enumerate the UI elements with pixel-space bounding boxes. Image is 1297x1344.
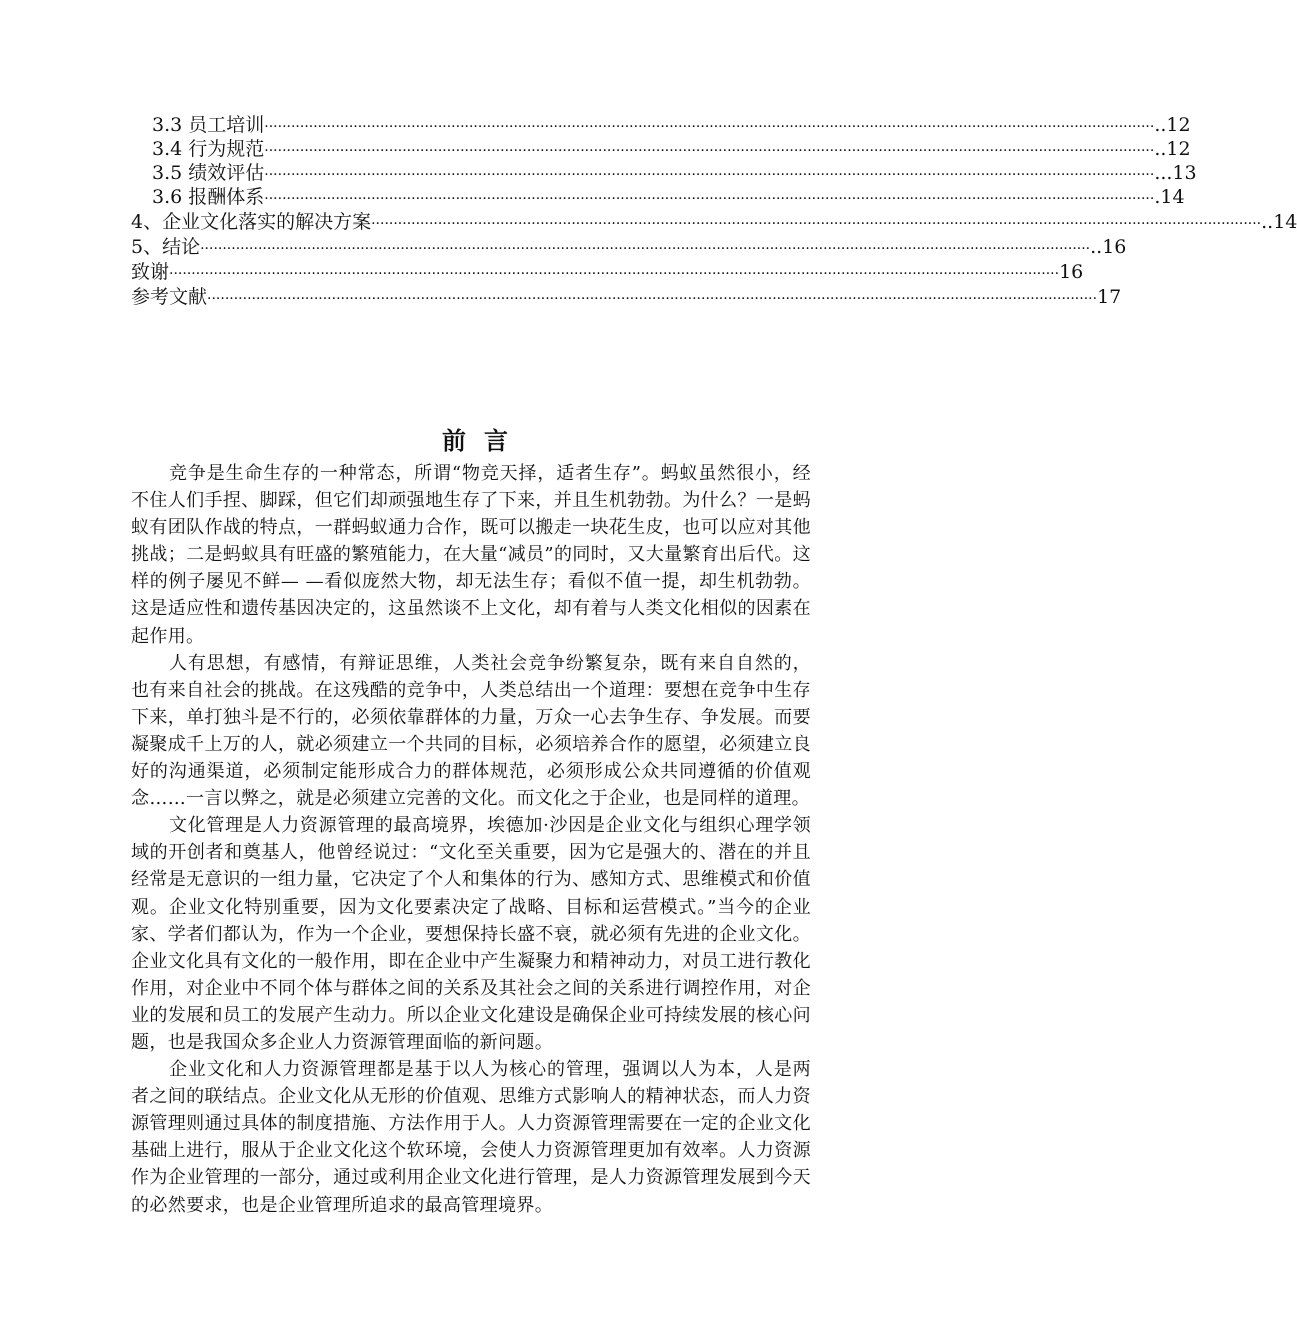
toc-entry[interactable] [131, 234, 1127, 260]
toc-leader-dots: ········································································································································································································ [264, 119, 1155, 135]
toc-entry-label: 3.4 行为规范 [152, 138, 265, 160]
toc-entry-page: ...13 [1154, 162, 1197, 184]
toc-entry[interactable] [131, 284, 1122, 310]
toc-entry-label: 5、结论 [131, 236, 201, 258]
toc-entry[interactable] [131, 209, 1297, 235]
toc-leader-dots: ········································································································································································································ [169, 266, 1060, 282]
toc-leader-dots: ········································································································································································································ [371, 216, 1262, 232]
toc-entry-label: 致谢 [131, 261, 170, 283]
toc-entry-label: 3.3 员工培训 [152, 114, 265, 136]
toc-entry-page: ..12 [1154, 138, 1191, 160]
preface-paragraph: 人有思想，有感情，有辩证思维，人类社会竞争纷繁复杂，既有来自自然的，也有来自社会的挑战。在这残酷的竞争中，人类总结出一个道理：要想在竞争中生存下来，单打独斗是不行的，必须依靠群体的力量，万众一心去争生存、争发展。而要凝聚成千上万的人，就必须建立一个共同的目标，必须培养合作的愿望，必须建立良好的沟通渠道，必须制定能形成合力的群体规范，必须形成公众共同遵循的价值观念……一言以弊之，就是必须建立完善的文化。而文化之于企业，也是同样的道理。 [131, 652, 811, 810]
toc-leader-dots: ········································································································································································································ [264, 191, 1155, 207]
toc-leader-dots: ········································································································································································································ [200, 241, 1091, 257]
toc-entry-page: 17 [1097, 286, 1122, 308]
toc-leader-dots: ········································································································································································································ [264, 143, 1155, 159]
preface-title: 前言 [442, 426, 526, 455]
toc-entry[interactable] [152, 184, 1185, 210]
toc-entry-page: ..12 [1154, 114, 1191, 136]
toc-entry-page: .14 [1154, 186, 1185, 208]
toc-leader-dots: ········································································································································································································ [264, 167, 1155, 183]
preface-paragraph: 企业文化和人力资源管理都是基于以人为核心的管理，强调以人为本，人是两者之间的联结点。企业文化从无形的价值观、思维方式影响人的精神状态，而人力资源管理则通过具体的制度措施、方法作用于人。人力资源管理需要在一定的企业文化基础上进行，服从于企业文化这个软环境，会使人力资源管理更加有效率。人力资源作为企业管理的一部分，通过或利用企业文化进行管理，是人力资源管理发展到今天的必然要求，也是企业管理所追求的最高管理境界。 [131, 1059, 811, 1216]
preface-paragraph: 文化管理是人力资源管理的最高境界，埃德加·沙因是企业文化与组织心理学领域的开创者和奠基人，他曾经说过：“文化至关重要，因为它是强大的、潜在的并且经常是无意识的一组力量，它决定了个人和集体的行为、感知方式、思维模式和价值观。企业文化特别重要，因为文化要素决定了战略、目标和运营模式。”当今的企业家、学者们都认为，作为一个企业，要想保持长盛不衰，就必须有先进的企业文化。企业文化具有文化的一般作用，即在企业中产生凝聚力和精神动力，对员工进行教化作用，对企业中不同个体与群体之间的关系及其社会之间的关系进行调控作用，对企业的发展和员工的发展产生动力。所以企业文化建设是确保企业可持续发展的核心问题，也是我国众多企业人力资源管理面临的新问题。 [131, 815, 811, 1053]
toc-entry-label: 3.6 报酬体系 [152, 186, 265, 208]
toc-entry-label: 4、企业文化落实的解决方案 [131, 211, 372, 233]
toc-entry-page: ..16 [1090, 236, 1127, 258]
toc-entry[interactable] [152, 112, 1191, 138]
toc-entry[interactable] [152, 160, 1197, 186]
preface-paragraph: 竞争是生命生存的一种常态，所谓“物竞天择，适者生存”。蚂蚁虽然很小，经不住人们手捏、脚踩，但它们却顽强地生存了下来，并且生机勃勃。为什么？一是蚂蚁有团队作战的特点，一群蚂蚁通力合作，既可以搬走一块花生皮，也可以应对其他挑战；二是蚂蚁具有旺盛的繁殖能力，在大量“减员”的同时，又大量繁育出后代。这样的例子屡见不鲜— —看似庞然大物，却无法生存；看似不值一提，却生机勃勃。这是适应性和遗传基因决定的，这虽然谈不上文化，却有着与人类文化相似的因素在起作用。 [131, 463, 811, 647]
toc-entry-page: 16 [1059, 261, 1084, 283]
toc-entry-page: ..14 [1261, 211, 1297, 233]
toc-entry-label: 参考文献 [131, 286, 208, 308]
toc-entry-label: 3.5 绩效评估 [152, 162, 265, 184]
toc-entry[interactable] [131, 259, 1084, 285]
preface-body [131, 460, 811, 1219]
toc-entry[interactable] [152, 136, 1191, 162]
toc-leader-dots: ········································································································································································································ [207, 291, 1098, 307]
